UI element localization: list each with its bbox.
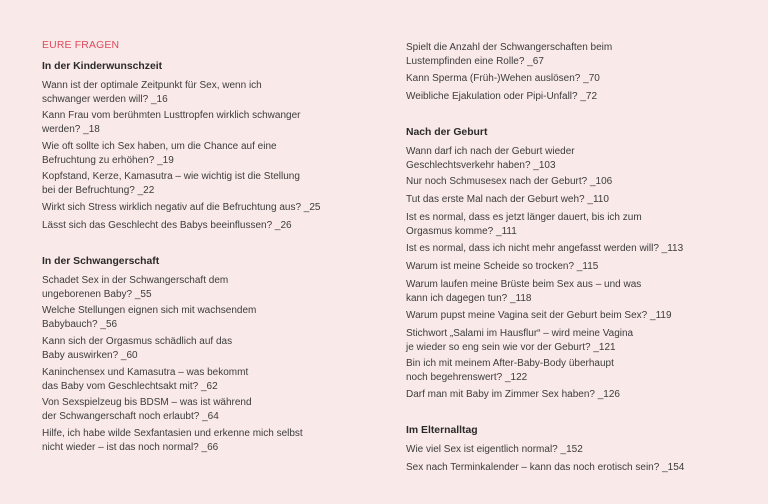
toc-entry[interactable]: Warum pupst meine Vagina seit der Geburt beim Sex? _119	[406, 310, 672, 321]
toc-entry[interactable]: Darf man mit Baby im Zimmer Sex haben? _126	[406, 389, 620, 400]
toc-entry[interactable]: Welche Stellungen eignen sich mit wachsendem Babybauch? _56	[42, 305, 257, 331]
toc-entry[interactable]: Lässt sich das Geschlecht des Babys beeinflussen? _26	[42, 220, 292, 231]
toc-entry[interactable]: Tut das erste Mal nach der Geburt weh? _110	[406, 194, 609, 205]
toc-entry[interactable]: Von Sexspielzeug bis BDSM – was ist während der Schwangerschaft noch erlaubt? _64	[42, 397, 252, 423]
toc-entry[interactable]: Wann darf ich nach der Geburt wieder Geschlechtsverkehr haben? _103	[406, 146, 575, 172]
toc-entry[interactable]: Warum laufen meine Brüste beim Sex aus – und was kann ich dagegen tun? _118	[406, 279, 642, 305]
toc-entry[interactable]: Bin ich mit meinem After-Baby-Body überhaupt noch begehrenswert? _122	[406, 358, 614, 384]
section-title-nach-der-geburt: Nach der Geburt	[406, 127, 488, 138]
toc-entry[interactable]: Weibliche Ejakulation oder Pipi-Unfall? _72	[406, 91, 598, 102]
page-kicker: EURE FRAGEN	[42, 40, 120, 51]
toc-entry[interactable]: Kann Sperma (Früh-)Wehen auslösen? _70	[406, 73, 600, 84]
toc-entry[interactable]: Wann ist der optimale Zeitpunkt für Sex, wenn ich schwanger werden will? _16	[42, 80, 262, 106]
toc-entry[interactable]: Hilfe, ich habe wilde Sexfantasien und erkenne mich selbst nicht wieder – ist das noch normal? _66	[42, 428, 303, 454]
toc-entry[interactable]: Wie viel Sex ist eigentlich normal? _152	[406, 444, 583, 455]
toc-entry[interactable]: Wie oft sollte ich Sex haben, um die Chance auf eine Befruchtung zu erhöhen? _19	[42, 141, 277, 167]
section-title-schwangerschaft: In der Schwangerschaft	[42, 256, 160, 267]
toc-entry[interactable]: Wirkt sich Stress wirklich negativ auf die Befruchtung aus? _25	[42, 202, 321, 213]
toc-entry[interactable]: Kann Frau vom berühmten Lusttropfen wirklich schwanger werden? _18	[42, 110, 301, 136]
toc-entry[interactable]: Spielt die Anzahl der Schwangerschaften beim Lustempfinden eine Rolle? _67	[406, 42, 613, 68]
toc-entry[interactable]: Ist es normal, dass ich nicht mehr angefasst werden will? _113	[406, 243, 684, 254]
section-title-elternalltag: Im Elternalltag	[406, 425, 478, 436]
toc-entry[interactable]: Nur noch Schmusesex nach der Geburt? _106	[406, 176, 613, 187]
toc-entry[interactable]: Warum ist meine Scheide so trocken? _115	[406, 261, 599, 272]
toc-entry[interactable]: Stichwort „Salami im Hausflur“ – wird meine Vagina je wieder so eng sein wie vor der Geburt? _121	[406, 328, 634, 354]
toc-entry[interactable]: Kopfstand, Kerze, Kamasutra – wie wichtig ist die Stellung bei der Befruchtung? _22	[42, 171, 300, 197]
toc-entry[interactable]: Kann sich der Orgasmus schädlich auf das Baby auswirken? _60	[42, 336, 233, 362]
toc-entry[interactable]: Kaninchensex und Kamasutra – was bekommt das Baby vom Geschlechtsakt mit? _62	[42, 367, 249, 393]
toc-entry[interactable]: Ist es normal, dass es jetzt länger dauert, bis ich zum Orgasmus komme? _111	[406, 212, 642, 238]
toc-entry[interactable]: Schadet Sex in der Schwangerschaft dem ungeborenen Baby? _55	[42, 275, 229, 301]
section-title-kinderwunschzeit: In der Kinderwunschzeit	[42, 61, 163, 72]
toc-entry[interactable]: Sex nach Terminkalender – kann das noch erotisch sein? _154	[406, 462, 685, 473]
